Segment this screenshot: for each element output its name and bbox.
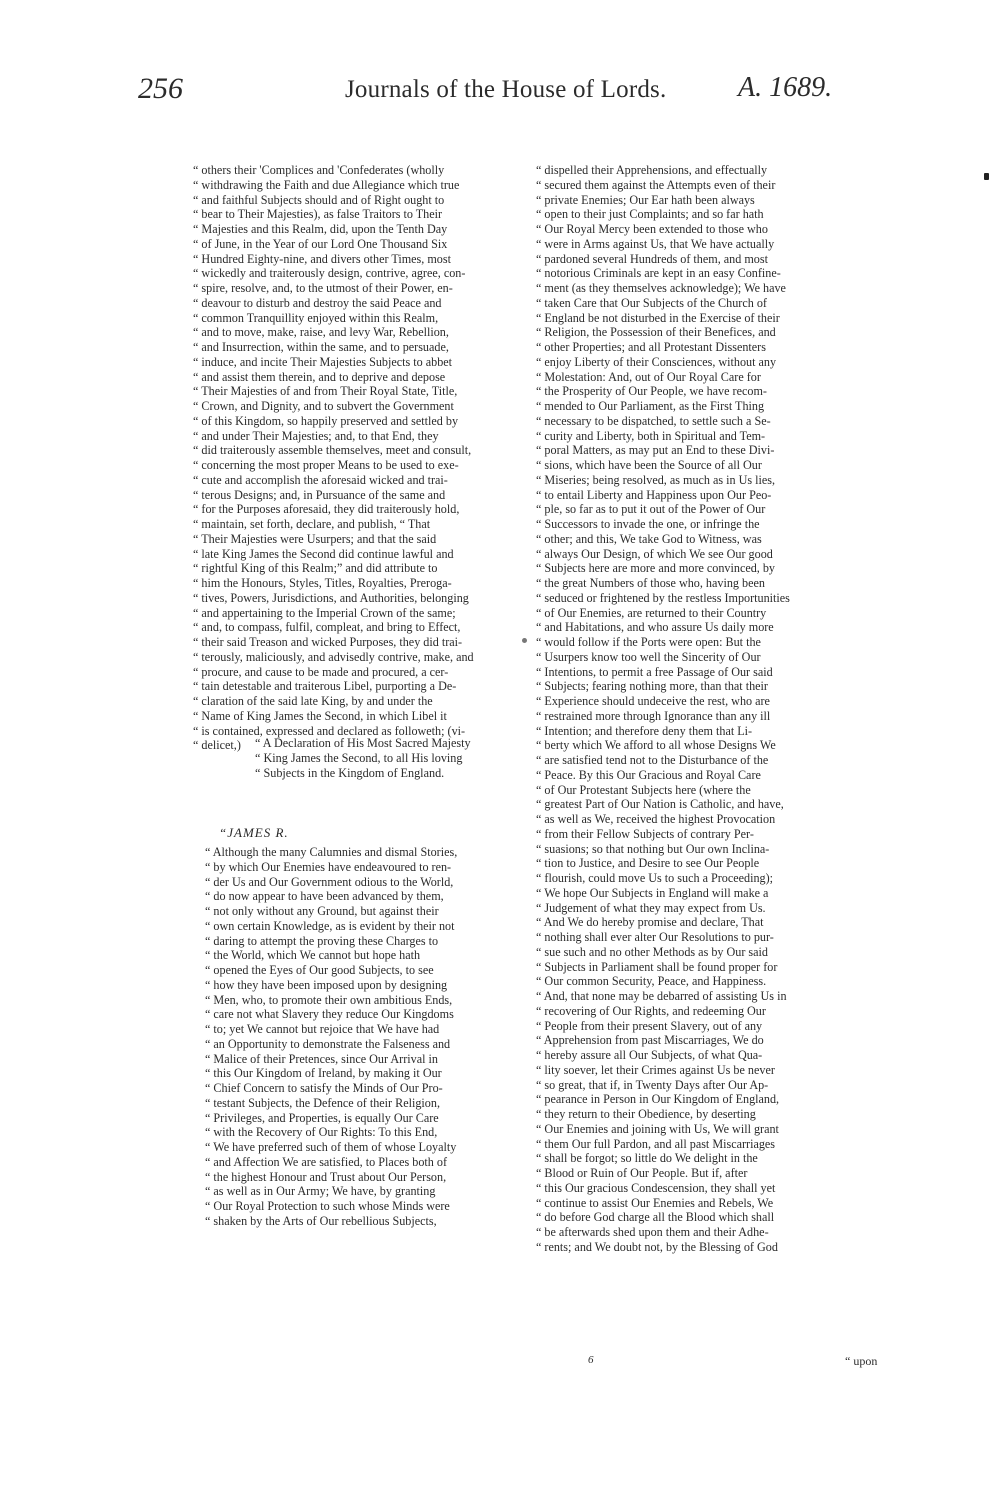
text-line: “ them Our full Pardon, and all past Miscarriages: [536, 1136, 776, 1151]
text-line: “ nothing shall ever alter Our Resolutions to pur-: [536, 930, 774, 944]
text-line: “ and Insurrection, within the same, and to persuade,: [193, 340, 449, 354]
text-line: “ the World, which We cannot but hope hath: [205, 948, 421, 963]
text-line: “ terous Designs; and, in Pursuance of the same and: [193, 487, 446, 502]
text-line: “ as well as in Our Army; We have, by granting: [205, 1184, 436, 1199]
text-line: “ the Prosperity of Our People, we have recom-: [536, 384, 767, 399]
text-line: “ Successors to invade the one, or infringe the: [536, 517, 760, 531]
text-line: “ secured them against the Attempts even of their: [536, 177, 776, 192]
text-line: “ Subjects; fearing nothing more, than that their: [536, 679, 768, 694]
title-line: “ King James the Second, to all His loving: [255, 751, 463, 765]
text-line: “ other; and this, We take God to Witness, was: [536, 531, 762, 546]
text-line: “ rents; and We doubt not, by the Blessing of God: [536, 1239, 778, 1254]
declaration-signature: “JAMES R.: [219, 825, 289, 840]
text-line: “ opened the Eyes of Our good Subjects, to see: [205, 963, 434, 977]
text-line: “ withdrawing the Faith and due Allegiance which true: [193, 177, 460, 192]
text-line: “ We have preferred such of them of whose Loyalty: [205, 1140, 457, 1154]
text-line: “ terously, maliciously, and advisedly contrive, make, and: [193, 649, 474, 664]
text-line: “ would follow if the Ports were open: But the: [536, 635, 761, 649]
text-line: “ Majesties and this Realm, did, upon the Tenth Day: [193, 222, 448, 236]
text-line: “ hereby assure all Our Subjects, of what Qua-: [536, 1048, 763, 1062]
text-line: “ tion to Justice, and Desire to see Our People: [536, 856, 760, 871]
text-line: “ of June, in the Year of our Lord One Thousand Six: [193, 236, 448, 251]
text-line: “ Malice of their Pretences, since Our Arrival in: [205, 1051, 438, 1066]
catchword: “ upon: [845, 1354, 878, 1368]
text-line: “ Our common Security, Peace, and Happiness.: [536, 974, 767, 989]
text-line: “ enjoy Liberty of their Consciences, without any: [536, 354, 777, 369]
title-line: “ Subjects in the Kingdom of England.: [255, 766, 445, 780]
text-line: “ private Enemies; Our Ear hath been always: [536, 192, 755, 207]
text-line: “ Apprehension from past Miscarriages, We do: [536, 1033, 764, 1048]
text-line: “ how they have been imposed upon by designing: [205, 977, 448, 992]
text-line: “ daring to attempt the proving these Charges to: [205, 933, 439, 948]
text-line: “ flourish, could move Us to such a Proceeding);: [536, 871, 774, 885]
text-line: “ restrained more through Ignorance than any ill: [536, 708, 771, 723]
margin-ink-mark: [984, 173, 989, 180]
text-line: “ of this Kingdom, so happily preserved and settled by: [193, 413, 459, 428]
text-line: “ by which Our Enemies have endeavoured to ren-: [205, 859, 452, 874]
text-line: “ sions, which have been the Source of all Our: [536, 458, 762, 472]
text-line: “ induce, and incite Their Majesties Subjects to abbet: [193, 354, 453, 369]
text-line: “ of Our Enemies, are returned to their Country: [536, 605, 767, 620]
text-line: “ sue such and no other Methods as by Our said: [536, 944, 768, 959]
text-line: “ lity soever, let their Crimes against Us be never: [536, 1062, 775, 1077]
text-line: “ Name of King James the Second, in which Libel it: [193, 708, 447, 723]
text-line: “ rightful King of this Realm;” and did attribute to: [193, 561, 438, 576]
text-line: “ tain detestable and traiterous Libel, purporting a De-: [193, 679, 457, 694]
text-line: “ with the Recovery of Our Rights: To this End,: [205, 1125, 438, 1140]
text-line: “ Experience should undeceive the rest, who are: [536, 694, 770, 708]
text-line: “ Our Royal Mercy been extended to those who: [536, 222, 768, 236]
text-line: “ We hope Our Subjects in England will make a: [536, 885, 769, 900]
text-line: “ And We do hereby promise and declare, That: [536, 915, 764, 930]
text-line: “ Privileges, and Properties, is equally Our Care: [205, 1110, 439, 1125]
text-line: “ to; yet We cannot but rejoice that We have had: [205, 1022, 440, 1036]
text-line: “ they return to their Obedience, by deserting: [536, 1107, 756, 1121]
text-line: “ ment (as they themselves acknowledge); We have: [536, 281, 786, 295]
text-line: “ Chief Concern to satisfy the Minds of Our Pro-: [205, 1081, 443, 1095]
text-line: “ to entail Liberty and Happiness upon Our Peo-: [536, 487, 772, 502]
text-line: “ other Properties; and all Protestant Dissenters: [536, 340, 766, 354]
running-title: Journals of the House of Lords.: [345, 76, 667, 103]
text-line: “ care not what Slavery they reduce Our Kingdoms: [205, 1007, 454, 1022]
text-line: “ procure, and cause to be made and procured, a cer-: [193, 664, 449, 679]
text-line: “ Intention; and therefore deny them that Li-: [536, 723, 753, 738]
text-line: “ maintain, set forth, declare, and publish, “ That: [193, 517, 431, 531]
text-line: “ and to move, make, raise, and levy War, Rebellion,: [193, 325, 449, 340]
text-line: “ deavour to disturb and destroy the said Peace and: [193, 295, 442, 310]
text-line: “ did traiterously assemble themselves, meet and consult,: [193, 443, 472, 458]
text-line: “ Subjects here are more and more convinced, by: [536, 561, 776, 576]
text-line: “ Molestation: And, out of Our Royal Care for: [536, 369, 761, 384]
text-line: “ Judgement of what they may expect from Us.: [536, 900, 766, 915]
page-year: A. 1689.: [738, 72, 833, 103]
text-line: “ seduced or frightened by the restless Importunities: [536, 590, 790, 605]
text-line: “ Blood or Ruin of Our People. But if, after: [536, 1166, 748, 1180]
text-line: “ England be not disturbed in the Exercise of their: [536, 310, 780, 325]
text-line: “ him the Honours, Styles, Titles, Royalties, Preroga-: [193, 576, 452, 590]
text-line: “ ple, so far as to put it out of the Power of Our: [536, 502, 766, 517]
text-line: “ And, that none may be debarred of assisting Us in: [536, 989, 787, 1003]
text-line: “ berty which We afford to all whose Designs We: [536, 738, 776, 753]
text-line: “ der Us and Our Government odious to the World,: [205, 874, 454, 889]
text-line: “ open to their just Complaints; and so far hath: [536, 207, 764, 222]
text-line: “ Crown, and Dignity, and to subvert the Government: [193, 399, 454, 413]
text-line: “ poral Matters, as may put an End to these Divi-: [536, 443, 775, 458]
text-line: “ shaken by the Arts of Our rebellious Subjects,: [205, 1213, 437, 1228]
text-line: “ pardoned several Hundreds of them, and most: [536, 251, 768, 266]
text-line: “ notorious Criminals are kept in an easy Confine-: [536, 266, 781, 281]
text-line: “ greatest Part of Our Nation is Catholic, and have,: [536, 797, 784, 812]
text-line: “ tives, Powers, Jurisdictions, and Authorities, belonging: [193, 590, 469, 605]
page-number: 256: [138, 72, 183, 105]
declaration-title: [255, 736, 515, 781]
text-line: “ Peace. By this Our Gracious and Royal Care: [536, 767, 761, 782]
text-line: “ Hundred Eighty-nine, and divers other Times, most: [193, 251, 451, 266]
text-line: “ and faithful Subjects should and of Right ought to: [193, 192, 445, 207]
gutter-dot: [522, 638, 527, 643]
text-line: “ late King James the Second did continue lawful and: [193, 546, 454, 561]
text-line: “ Their Majesties were Usurpers; and that the said: [193, 531, 437, 546]
text-line: “ the highest Honour and Trust about Our Person,: [205, 1169, 447, 1184]
text-line: “ claration of the said late King, by and under the: [193, 694, 433, 708]
left-column-top: [193, 163, 516, 753]
text-line: “ not only without any Ground, but against their: [205, 904, 439, 918]
text-line: “ cute and accomplish the aforesaid wicked and trai-: [193, 472, 448, 487]
text-line: “ as well as We, received the highest Provocation: [536, 812, 776, 826]
text-line: “ Intentions, to permit a free Passage of Our said: [536, 664, 773, 679]
text-line: “ others their 'Complices and 'Confederates (wholly: [193, 163, 445, 177]
text-line: “ suasions; so that nothing but Our own Inclina-: [536, 841, 770, 856]
text-line: “ always Our Design, of which We see Our good: [536, 546, 773, 561]
text-line: “ common Tranquillity enjoyed within this Realm,: [193, 310, 439, 325]
text-line: “ pearance in Person in Our Kingdom of England,: [536, 1092, 780, 1107]
text-line: “ bear to Their Majesties), as false Traitors to Their: [193, 207, 443, 222]
text-line: “ of Our Protestant Subjects here (where the: [536, 782, 751, 797]
text-line: “ shall be forgot; so little do We delight in the: [536, 1151, 758, 1166]
text-line: “ spire, resolve, and, to the utmost of their Power, en-: [193, 281, 453, 295]
text-line: “ curity and Liberty, both in Spiritual and Tem-: [536, 428, 766, 443]
text-line: “ Miseries; being resolved, as much as in Us lies,: [536, 472, 776, 487]
text-line: “ Their Majesties of and from Their Royal State, Title,: [193, 384, 458, 399]
text-line: “ wickedly and traiterously design, contrive, agree, con-: [193, 266, 466, 281]
text-line: “ be afterwards shed upon them and their Adhe-: [536, 1225, 769, 1239]
text-line: “ Men, who, to promote their own ambitious Ends,: [205, 992, 453, 1007]
text-line: “ People from their present Slavery, out of any: [536, 1018, 763, 1033]
text-line: “ were in Arms against Us, that We have actually: [536, 236, 775, 251]
text-line: “ necessary to be dispatched, to settle such a Se-: [536, 413, 771, 428]
text-line: “ from their Fellow Subjects of contrary Per-: [536, 826, 754, 841]
text-line: “ the great Numbers of those who, having been: [536, 576, 765, 590]
text-line: “ Religion, the Possession of their Benefices, and: [536, 325, 776, 340]
text-line: “ Subjects in Parliament shall be found proper for: [536, 959, 778, 974]
text-line: “ testant Subjects, the Defence of their Religion,: [205, 1095, 440, 1110]
text-line: “ do before God charge all the Blood which shall: [536, 1210, 775, 1225]
text-line: “ this Our gracious Condescension, they shall yet: [536, 1180, 776, 1195]
text-line: “ dispelled their Apprehensions, and effectually: [536, 163, 768, 177]
text-line: “ and under Their Majesties; and, to that End, they: [193, 428, 439, 443]
text-line: “ do now appear to have been advanced by them,: [205, 889, 444, 904]
text-line: “ Our Enemies and joining with Us, We will grant: [536, 1121, 779, 1136]
text-line: “ continue to assist Our Enemies and Rebels, We: [536, 1195, 774, 1210]
text-line: “ are satisfied tend not to the Disturbance of the: [536, 753, 769, 767]
text-line: “ so great, that if, in Twenty Days after Our Ap-: [536, 1077, 769, 1092]
text-line: “ taken Care that Our Subjects of the Church of: [536, 295, 767, 310]
text-line: “ Our Royal Protection to such whose Minds were: [205, 1199, 450, 1213]
text-line: “ and appertaining to the Imperial Crown of the same;: [193, 605, 456, 620]
text-line: “ an Opportunity to demonstrate the Falseness and: [205, 1036, 451, 1051]
text-line: “ for the Purposes aforesaid, they did traiterously hold,: [193, 502, 460, 517]
text-line: “ and Affection We are satisfied, to Places both of: [205, 1154, 447, 1169]
printer-signature-mark: 6: [588, 1354, 594, 1366]
text-line: “ their said Treason and wicked Purposes, they did trai-: [193, 635, 463, 649]
title-line: “ A Declaration of His Most Sacred Majesty: [255, 736, 471, 750]
text-line: “ Usurpers know too well the Sincerity of Our: [536, 649, 761, 664]
text-line: “ and assist them therein, and to deprive and depose: [193, 369, 446, 384]
text-line: “ Although the many Calumnies and dismal Stories,: [205, 845, 458, 859]
text-line: “ own certain Knowledge, as is evident by their not: [205, 918, 455, 933]
text-line: “ this Our Kingdom of Ireland, by making it Our: [205, 1066, 442, 1081]
text-line: “ and Habitations, and who assure Us daily more: [536, 620, 774, 635]
text-line: “ concerning the most proper Means to be used to exe-: [193, 458, 459, 472]
text-line: “ and, to compass, fulfil, compleat, and bring to Effect,: [193, 620, 461, 635]
text-line: “ is contained, expressed and declared as followeth; (vi-: [193, 723, 466, 738]
text-line: “ delicet,): [193, 738, 241, 753]
text-line: “ recovering of Our Rights, and redeeming Our: [536, 1003, 766, 1018]
text-line: “ mended to Our Parliament, as the First Thing: [536, 399, 765, 413]
